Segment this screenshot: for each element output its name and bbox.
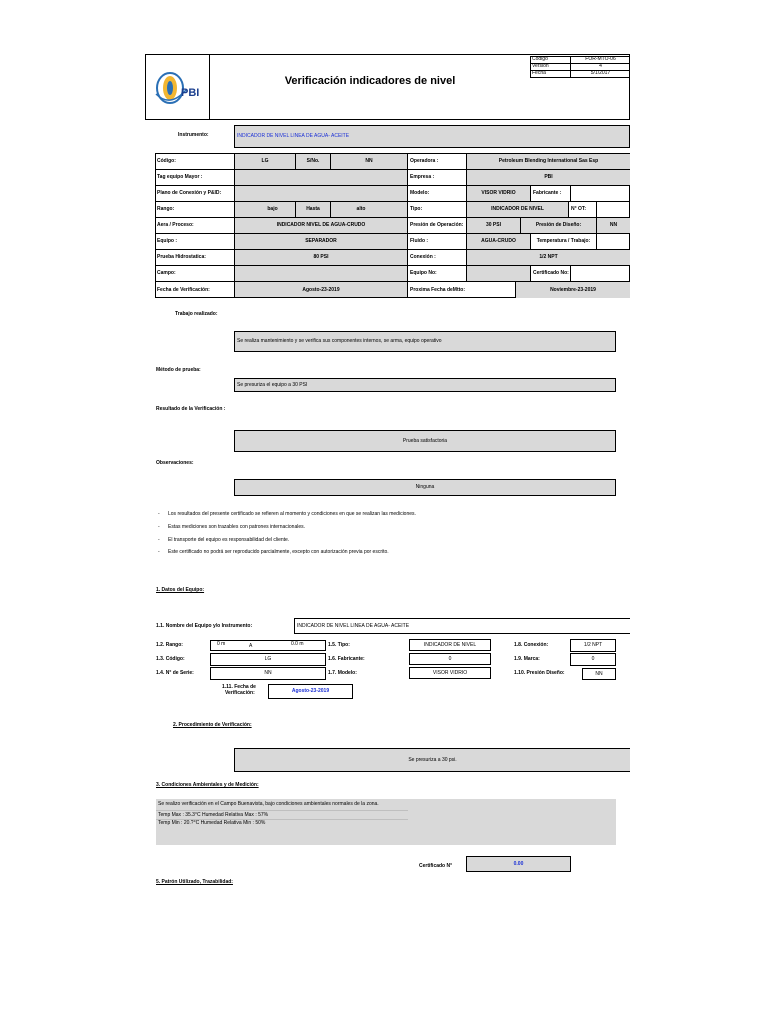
resultado-label: Resultado de la Verificación :	[156, 406, 226, 412]
resultado-field[interactable]: Prueba satisfactoria	[234, 430, 616, 452]
instrumento-label: Instrumento:	[178, 132, 209, 138]
datos-presion-label: 1.10. Presión Diseño:	[514, 670, 565, 676]
form-modelo-value[interactable]: VISOR VIDRIO	[481, 190, 516, 196]
form-campo-field[interactable]	[235, 266, 407, 281]
form-prueba-label: Prueba Hidrostatica:	[157, 254, 206, 260]
form-tag-field[interactable]	[235, 170, 407, 185]
observaciones-label: Observaciones:	[156, 460, 194, 466]
form-tipo-label: Tipo:	[410, 206, 423, 212]
form-fecha-ver-value[interactable]: Agosto-23-2019	[302, 286, 340, 293]
datos-presion-field[interactable]: NN	[582, 668, 616, 680]
form-conexion-label: Conexión :	[410, 254, 436, 260]
form-empresa-value[interactable]: PBI	[544, 174, 553, 180]
form-rango-label: Rango:	[157, 206, 175, 212]
form-proxima-value[interactable]: Noviembre-23-2019	[550, 286, 596, 293]
datos-rango-a: A	[249, 643, 253, 649]
form-fabricante-field[interactable]	[571, 186, 630, 201]
version-value: 4	[599, 63, 602, 69]
note-bullet: -	[158, 511, 160, 517]
datos-serie-label: 1.4. N° de Serie:	[156, 670, 194, 676]
form-fluido-value[interactable]: AGUA-CRUDO	[481, 238, 516, 244]
form-ot-field[interactable]	[597, 202, 630, 217]
trabajo-field[interactable]: Se realiza mantenimiento y se verifica sus componentes internos, se arma, equipo operativo	[234, 331, 616, 352]
metodo-label: Método de prueba:	[156, 367, 201, 373]
note-item: Estas mediciones son trazables con patrones internacionales.	[168, 524, 306, 530]
form-certificado-label: Certificado No:	[533, 270, 569, 276]
datos-title: 1. Datos del Equipo:	[156, 587, 205, 593]
version-label: Version	[532, 63, 549, 69]
pbi-logo-icon	[150, 64, 202, 110]
form-presion-dis-value[interactable]: NN	[609, 222, 618, 228]
form-area-value[interactable]: INDICADOR NIVEL DE AGUA-CRUDO	[276, 222, 366, 228]
datos-modelo-field[interactable]: VISOR VIDRIO	[409, 667, 491, 679]
patron-title: 5. Patrón Utilizado, Trazabilidad:	[156, 879, 233, 885]
form-equipo-label: Equipo :	[157, 238, 177, 244]
codigo-label: Codigo	[532, 56, 548, 62]
form-fecha-ver-label: Fecha de Verificación:	[157, 286, 210, 293]
form-equipo-no-field[interactable]	[467, 266, 530, 281]
instrumento-field[interactable]: INDICADOR DE NIVEL LINEA DE AGUA- ACEITE	[234, 125, 630, 148]
form-tipo-value[interactable]: INDICADOR DE NIVEL	[491, 206, 544, 212]
datos-rango-field[interactable]	[210, 640, 326, 651]
logo-text: PBI	[181, 87, 200, 99]
form-temp-field[interactable]	[597, 234, 630, 249]
certificado-field[interactable]: 0.00	[466, 856, 571, 872]
procedimiento-field[interactable]: Se presuriza a 30 psi.	[234, 748, 630, 772]
datos-nombre-label: 1.1. Nombre del Equipo y/o Instrumento:	[156, 623, 253, 629]
form-certificado-field[interactable]	[571, 266, 630, 281]
datos-rango-min: 0 m	[217, 641, 226, 647]
datos-codigo-label: 1.3. Código:	[156, 656, 185, 662]
form-presion-dis-label: Presión de Diseño:	[535, 222, 582, 228]
condiciones-line-3: Temp Min : 20.?°C Humedad Relativa Min : 50%	[158, 820, 266, 826]
condiciones-title: 3. Condiciones Ambientales y de Medición:	[156, 782, 259, 788]
datos-fecha-label-1: 1.11. Fecha de	[222, 684, 256, 690]
form-operadora-label: Operadora :	[410, 158, 439, 164]
datos-fabricante-label: 1.6. Fabricante:	[328, 656, 365, 662]
form-rango-alto[interactable]: alto	[356, 206, 366, 212]
observaciones-field[interactable]: Ninguna	[234, 479, 616, 496]
form-prueba-value[interactable]: 80 PSI	[313, 254, 329, 260]
fecha-label: Fecha	[532, 70, 546, 76]
condiciones-line-1: Se realizo verificación en el Campo Buenavista, bajo condiciones ambientales normales de la zona.	[158, 801, 379, 807]
datos-marca-label: 1.9. Marca:	[514, 656, 540, 662]
form-fabricante-label: Fabricante :	[533, 190, 562, 196]
company-logo	[150, 64, 202, 110]
form-conexion-value[interactable]: 1/2 NPT	[539, 254, 558, 260]
form-presion-op-label: Presión de Operación:	[410, 222, 464, 228]
form-sno-label: S/No.	[306, 158, 320, 164]
datos-tipo-field[interactable]: INDICADOR DE NIVEL	[409, 639, 491, 651]
datos-serie-field[interactable]: NN	[210, 667, 326, 680]
certificado-label: Certificado N°	[419, 863, 453, 869]
datos-conexion-label: 1.8. Conexión:	[514, 642, 549, 648]
form-presion-op-value[interactable]: 30 PSI	[485, 222, 501, 228]
form-fluido-label: Fluido :	[410, 238, 429, 244]
datos-conexion-field[interactable]: 1/2 NPT	[570, 639, 616, 652]
form-codigo-label: Código:	[157, 158, 176, 164]
form-modelo-label: Modelo:	[410, 190, 430, 196]
trabajo-label: Trabajo realizado:	[175, 311, 218, 317]
form-empresa-label: Empresa :	[410, 174, 435, 180]
form-proxima-label: Proxima Fecha deMtto:	[410, 286, 466, 293]
form-tag-label: Tag equipo Mayor :	[157, 174, 203, 180]
codigo-value: FOR-MTO-06	[585, 56, 616, 62]
page-title: Verificación indicadores de nivel	[284, 75, 456, 87]
procedimiento-title: 2. Procedimiento de Verificación:	[173, 722, 252, 728]
form-equipo-value[interactable]: SEPARADOR	[305, 238, 337, 244]
note-bullet: -	[158, 537, 160, 543]
note-item: El transporte del equipo es responsabilidad del cliente.	[168, 537, 290, 543]
datos-tipo-label: 1.5. Tipo:	[328, 642, 350, 648]
form-campo-label: Campo:	[157, 270, 176, 276]
datos-modelo-label: 1.7. Modelo:	[328, 670, 357, 676]
note-bullet: -	[158, 524, 160, 530]
condiciones-line-2: Temp Max : 35.3°C Humedad Relativa Max : 57%	[158, 812, 269, 818]
fecha-value: 5/1/2017	[590, 70, 611, 76]
form-plano-label: Plano de Conexión y P&ID:	[157, 190, 222, 196]
datos-marca-field[interactable]: 0	[570, 653, 616, 666]
note-bullet: -	[158, 549, 160, 555]
note-item: Este certificado no podrá ser reproducido parcialmente, excepto con autorización previa por escrito.	[168, 549, 389, 555]
form-codigo-value[interactable]: LG	[261, 158, 269, 164]
form-plano-field[interactable]	[235, 186, 407, 201]
metodo-field[interactable]: Se presuriza el equipo a 30 PSI	[234, 378, 616, 392]
datos-rango-label: 1.2. Rango:	[156, 642, 183, 648]
datos-fabricante-field[interactable]: 0	[409, 653, 491, 665]
datos-fecha-label-2: Verificación:	[225, 690, 255, 696]
form-ot-label: N° OT:	[571, 206, 587, 212]
form-equipo-no-label: Equipo No:	[410, 270, 437, 276]
datos-rango-max: 0.0 m	[291, 641, 304, 647]
form-rango-hasta: Hasta	[306, 206, 320, 212]
form-operadora-value[interactable]: Petroleum Blending International Sas Esp	[498, 158, 599, 164]
form-area-label: Aera / Proceso:	[157, 222, 194, 228]
form-rango-bajo[interactable]: bajo	[267, 206, 278, 212]
form-sno-value[interactable]: NN	[365, 158, 373, 164]
datos-fecha-field[interactable]: Agosto-23-2019	[268, 684, 353, 699]
datos-nombre-field[interactable]: INDICADOR DE NIVEL LINEA DE AGUA- ACEITE	[294, 618, 630, 634]
datos-codigo-field[interactable]: LG	[210, 653, 326, 666]
note-item: Los resultados del presente certificado se refieren al momento y condiciones en que se realizan las mediciones.	[168, 511, 416, 517]
form-temp-label: Temperatura / Trabajo:	[536, 238, 591, 244]
